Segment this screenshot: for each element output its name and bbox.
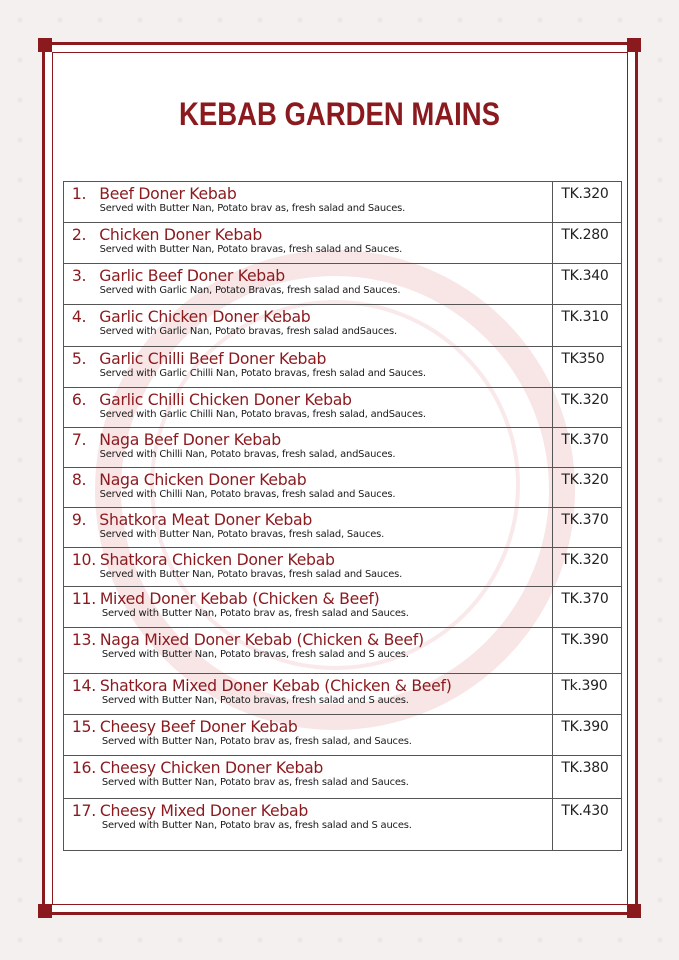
menu-row bbox=[64, 428, 622, 468]
menu-item-price-cell bbox=[553, 587, 622, 628]
menu-item-title: Shatkora Meat Doner Kebab bbox=[99, 510, 313, 529]
menu-row bbox=[64, 468, 622, 508]
menu-item-cell bbox=[64, 182, 553, 223]
menu-item-title: Cheesy Chicken Doner Kebab bbox=[99, 758, 324, 777]
menu-item-name bbox=[64, 799, 543, 820]
menu-item-cell bbox=[64, 264, 553, 305]
menu-item-cell bbox=[64, 428, 553, 468]
menu-row bbox=[64, 756, 622, 799]
menu-row bbox=[64, 587, 622, 628]
menu-item-number: 16. bbox=[71, 758, 96, 777]
menu-row bbox=[64, 508, 622, 548]
menu-row bbox=[64, 223, 622, 264]
menu-item-number: 5. bbox=[71, 349, 87, 368]
menu-item-price-cell bbox=[553, 715, 622, 756]
menu-item-title: Garlic Chilli Chicken Doner Kebab bbox=[99, 390, 352, 409]
menu-item-price: TK.370 bbox=[561, 591, 609, 607]
menu-item-cell bbox=[64, 799, 553, 851]
menu-item-cell bbox=[64, 674, 553, 715]
menu-item-name bbox=[64, 756, 543, 777]
menu-item-price-cell bbox=[553, 223, 622, 264]
menu-row bbox=[64, 548, 622, 587]
menu-item-price: TK.320 bbox=[561, 392, 609, 408]
menu-item-number: 4. bbox=[71, 307, 87, 326]
menu-item-name bbox=[64, 388, 543, 409]
menu-item-number: 1. bbox=[71, 184, 87, 203]
menu-item-title: Beef Doner Kebab bbox=[99, 184, 237, 203]
frame-corner bbox=[627, 38, 641, 52]
menu-item-title: Shatkora Mixed Doner Kebab (Chicken & Beef) bbox=[99, 676, 452, 695]
menu-item-name bbox=[64, 347, 543, 368]
menu-item-price-cell bbox=[553, 628, 622, 674]
menu-item-price: TK.390 bbox=[561, 719, 609, 735]
menu-item-price-cell bbox=[553, 468, 622, 508]
menu-item-title: Naga Beef Doner Kebab bbox=[99, 430, 281, 449]
menu-item-description: Served with Butter Nan, Potato brav as, fresh salad and Sauces. bbox=[99, 203, 406, 214]
menu-row bbox=[64, 182, 622, 223]
menu-item-name bbox=[64, 628, 543, 649]
menu-item-price: TK350 bbox=[561, 351, 605, 367]
menu-item-cell bbox=[64, 548, 553, 587]
menu-item-title: Garlic Chicken Doner Kebab bbox=[99, 307, 311, 326]
menu-item-price: TK.280 bbox=[561, 227, 609, 243]
menu-item-name bbox=[64, 715, 543, 736]
menu-item-description: Served with Butter Nan, Potato brav as, fresh salad and Sauces. bbox=[101, 608, 409, 619]
menu-row bbox=[64, 264, 622, 305]
menu-item-price-cell bbox=[553, 508, 622, 548]
menu-item-price-cell bbox=[553, 182, 622, 223]
menu-item-price-cell bbox=[553, 428, 622, 468]
menu-item-title: Chicken Doner Kebab bbox=[99, 225, 263, 244]
menu-title: KEBAB GARDEN MAINS bbox=[178, 96, 501, 132]
menu-row bbox=[64, 674, 622, 715]
menu-item-price-cell bbox=[553, 756, 622, 799]
menu-item-name bbox=[64, 548, 543, 569]
menu-item-price: Tk.390 bbox=[561, 678, 608, 694]
menu-item-cell bbox=[64, 347, 553, 388]
menu-item-cell bbox=[64, 388, 553, 428]
menu-row bbox=[64, 347, 622, 388]
menu-table bbox=[63, 181, 622, 851]
menu-item-price: TK.390 bbox=[561, 632, 609, 648]
menu-row bbox=[64, 628, 622, 674]
menu-item-description: Served with Butter Nan, Potato bravas, fresh salad, Sauces. bbox=[99, 529, 385, 540]
menu-item-cell bbox=[64, 508, 553, 548]
menu-item-price: TK.430 bbox=[561, 803, 609, 819]
menu-item-cell bbox=[64, 223, 553, 264]
menu-item-name bbox=[64, 182, 543, 203]
menu-item-number: 10. bbox=[71, 550, 96, 569]
menu-item-description: Served with Butter Nan, Potato bravas, fresh salad and S auces. bbox=[101, 695, 409, 706]
menu-item-price-cell bbox=[553, 799, 622, 851]
menu-item-number: 7. bbox=[71, 430, 87, 449]
menu-item-title: Cheesy Mixed Doner Kebab bbox=[99, 801, 308, 820]
menu-item-cell bbox=[64, 305, 553, 347]
menu-item-number: 6. bbox=[71, 390, 87, 409]
frame-corner bbox=[627, 904, 641, 918]
frame-corner bbox=[38, 904, 52, 918]
menu-item-description: Served with Garlic Chilli Nan, Potato bravas, fresh salad and Sauces. bbox=[99, 368, 426, 379]
menu-item-description: Served with Butter Nan, Potato bravas, fresh salad and Sauces. bbox=[99, 569, 403, 580]
menu-item-description: Served with Butter Nan, Potato brav as, fresh salad, and Sauces. bbox=[101, 736, 412, 747]
menu-row bbox=[64, 715, 622, 756]
menu-item-price-cell bbox=[553, 305, 622, 347]
menu-item-name bbox=[64, 468, 543, 489]
menu-item-number: 15. bbox=[71, 717, 96, 736]
menu-item-name bbox=[64, 305, 543, 326]
menu-item-description: Served with Butter Nan, Potato bravas, fresh salad and Sauces. bbox=[99, 244, 403, 255]
menu-item-price: TK.320 bbox=[561, 552, 609, 568]
menu-item-price: TK.320 bbox=[561, 472, 609, 488]
menu-item-title: Mixed Doner Kebab (Chicken & Beef) bbox=[99, 589, 380, 608]
menu-item-name bbox=[64, 264, 543, 285]
menu-item-price-cell bbox=[553, 674, 622, 715]
menu-row bbox=[64, 799, 622, 851]
menu-item-description: Served with Chilli Nan, Potato bravas, fresh salad, andSauces. bbox=[99, 449, 396, 460]
menu-item-number: 9. bbox=[71, 510, 87, 529]
menu-item-title: Cheesy Beef Doner Kebab bbox=[99, 717, 298, 736]
menu-item-title: Shatkora Chicken Doner Kebab bbox=[99, 550, 335, 569]
menu-item-number: 14. bbox=[71, 676, 96, 695]
menu-item-price: TK.340 bbox=[561, 268, 609, 284]
menu-item-cell bbox=[64, 468, 553, 508]
menu-item-name bbox=[64, 223, 543, 244]
menu-item-price: TK.320 bbox=[561, 186, 609, 202]
menu-item-description: Served with Garlic Nan, Potato bravas, fresh salad andSauces. bbox=[99, 326, 397, 337]
menu-item-description: Served with Chilli Nan, Potato bravas, fresh salad and Sauces. bbox=[99, 489, 396, 500]
menu-item-price-cell bbox=[553, 388, 622, 428]
menu-item-name bbox=[64, 674, 543, 695]
menu-item-description: Served with Butter Nan, Potato brav as, fresh salad and Sauces. bbox=[101, 777, 409, 788]
menu-item-number: 2. bbox=[71, 225, 87, 244]
menu-item-price: TK.370 bbox=[561, 512, 609, 528]
menu-item-name bbox=[64, 508, 543, 529]
menu-item-title: Garlic Chilli Beef Doner Kebab bbox=[99, 349, 327, 368]
menu-item-description: Served with Butter Nan, Potato bravas, fresh salad and S auces. bbox=[101, 649, 409, 660]
menu-item-price-cell bbox=[553, 347, 622, 388]
menu-item-name bbox=[64, 428, 543, 449]
menu-item-price: TK.310 bbox=[561, 309, 609, 325]
menu-item-title: Garlic Beef Doner Kebab bbox=[99, 266, 285, 285]
menu-item-number: 13. bbox=[71, 630, 96, 649]
menu-row bbox=[64, 305, 622, 347]
menu-item-title: Naga Chicken Doner Kebab bbox=[99, 470, 307, 489]
frame-corner bbox=[38, 38, 52, 52]
menu-item-description: Served with Garlic Chilli Nan, Potato bravas, fresh salad, andSauces. bbox=[99, 409, 426, 420]
menu-item-number: 17. bbox=[71, 801, 96, 820]
menu-item-description: Served with Garlic Nan, Potato Bravas, fresh salad and Sauces. bbox=[99, 285, 401, 296]
menu-item-price-cell bbox=[553, 264, 622, 305]
menu-item-name bbox=[64, 587, 543, 608]
menu-item-cell bbox=[64, 587, 553, 628]
menu-item-description: Served with Butter Nan, Potato brav as, fresh salad and S auces. bbox=[101, 820, 412, 831]
menu-item-title: Naga Mixed Doner Kebab (Chicken & Beef) bbox=[99, 630, 424, 649]
menu-item-cell bbox=[64, 628, 553, 674]
menu-item-number: 8. bbox=[71, 470, 87, 489]
menu-item-cell bbox=[64, 715, 553, 756]
menu-item-price-cell bbox=[553, 548, 622, 587]
menu-item-cell bbox=[64, 756, 553, 799]
menu-item-price: TK.380 bbox=[561, 760, 609, 776]
menu-row bbox=[64, 388, 622, 428]
menu-item-number: 3. bbox=[71, 266, 87, 285]
menu-item-number: 11. bbox=[71, 589, 96, 608]
menu-item-price: TK.370 bbox=[561, 432, 609, 448]
